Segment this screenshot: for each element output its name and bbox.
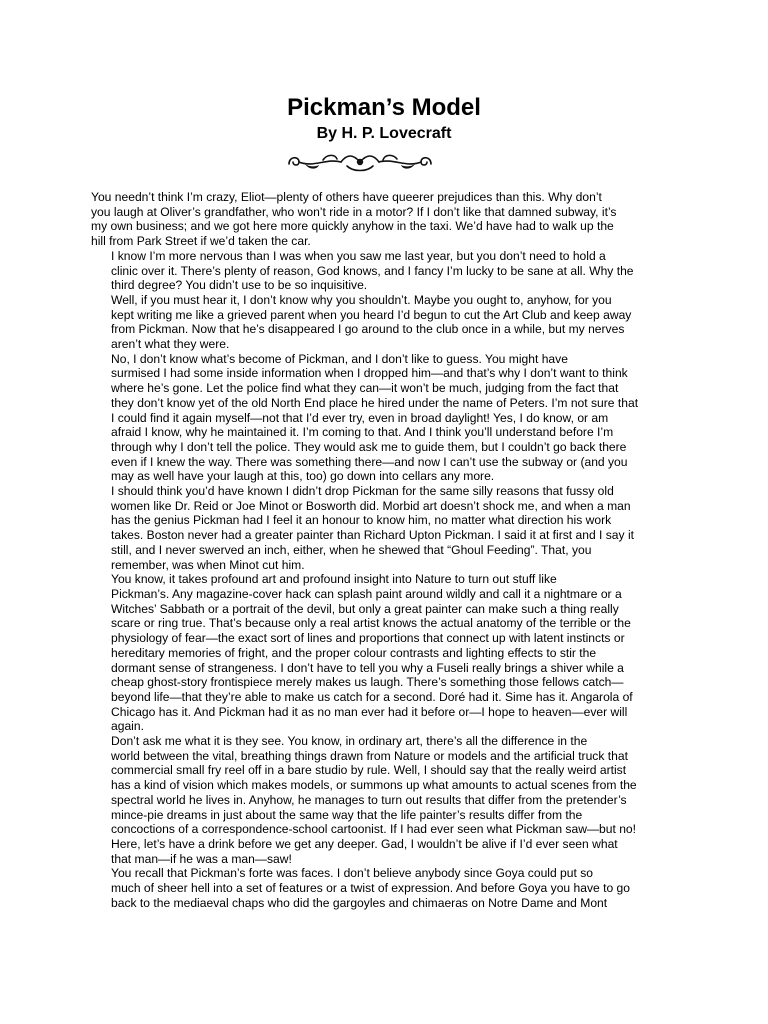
- text-line: mince-pie dreams in just about the same way that the life painter’s results differ from the: [111, 807, 583, 822]
- decorative-flourish-icon: [283, 150, 437, 174]
- text-line: physiology of fear—the exact sort of lines and proportions that connect up with latent instincts or: [111, 631, 625, 646]
- text-line: hereditary memories of fright, and the proper colour contrasts and lighting effects to stir the: [111, 645, 597, 660]
- text-line: Well, if you must hear it, I don’t know why you shouldn’t. Maybe you ought to, anyhow, for you: [111, 292, 612, 307]
- paragraph: [91, 293, 651, 352]
- paragraph: [91, 352, 651, 484]
- document-title: Pickman’s Model: [287, 94, 481, 121]
- text-line: concoctions of a correspondence-school cartoonist. If I had ever seen what Pickman saw—but no!: [111, 822, 637, 837]
- text-line: Pickman’s. Any magazine-cover hack can splash paint around wildly and call it a nightmare or a: [111, 586, 622, 601]
- text-line: I know I’m more nervous than I was when you saw me last year, but you don’t need to hold a: [111, 248, 606, 263]
- paragraph: [91, 734, 651, 866]
- paragraph: [91, 190, 651, 249]
- document-body: [91, 190, 651, 910]
- text-line: You recall that Pickman’s forte was faces. I don’t believe anybody since Goya could put so: [111, 866, 594, 881]
- text-line: No, I don’t know what’s become of Pickman, and I don’t like to guess. You might have: [111, 351, 568, 366]
- text-line: that man—if he was a man—saw!: [111, 851, 292, 866]
- text-line: beyond life—that they’re able to make us catch for a second. Doré had it. Sime has it. Angarola of: [111, 689, 633, 704]
- text-line: back to the mediaeval chaps who did the gargoyles and chimaeras on Notre Dame and Mont: [111, 895, 608, 910]
- author-byline: By H. P. Lovecraft: [316, 125, 452, 142]
- text-line: again.: [111, 719, 144, 734]
- text-line: still, and I never swerved an inch, either, when he shewed that “Ghoul Feeding”. That, you: [111, 542, 592, 557]
- text-line: Here, let’s have a drink before we get any deeper. Gad, I wouldn’t be alive if I’d ever seen what: [111, 836, 618, 851]
- text-line: from Pickman. Now that he’s disappeared I go around to the club once in a while, but my nerves: [111, 322, 625, 337]
- text-line: I should think you’d have known I didn’t drop Pickman for the same silly reasons that fussy old: [111, 484, 614, 499]
- text-line: my own business; and we got here more quickly anyhow in the taxi. We’d have had to walk up the: [91, 219, 614, 234]
- text-line: You know, it takes profound art and profound insight into Nature to turn out stuff like: [111, 572, 557, 587]
- text-line: surmised I had some inside information when I dropped him—and that’s why I don’t want to think: [111, 366, 628, 381]
- text-line: you laugh at Oliver’s grandfather, who won’t ride in a motor? If I don’t like that damned subway, it’s: [91, 204, 617, 219]
- text-line: they don’t know yet of the old North End place he hired under the name of Peters. I’m not sure that: [111, 395, 639, 410]
- text-line: spectral world he lives in. Anyhow, he manages to turn out results that differ from the pretender’s: [111, 792, 627, 807]
- text-line: even if I knew the way. There was something there—and now I can’t use the subway or (and you: [111, 454, 628, 469]
- text-line: takes. Boston never had a greater painter than Richard Upton Pickman. I said it at first and I say it: [111, 528, 634, 543]
- text-line: cheap ghost-story frontispiece merely makes us laugh. There’s something those fellows catch—: [111, 675, 624, 690]
- text-line: has a kind of vision which makes models, or summons up what amounts to actual scenes from the: [111, 778, 637, 793]
- text-line: through why I don’t tell the police. They would ask me to guide them, but I couldn’t go back there: [111, 439, 627, 454]
- text-line: kept writing me like a grieved parent when you heard I’d begun to cut the Art Club and keep away: [111, 307, 632, 322]
- text-line: much of sheer hell into a set of features or a twist of expression. And before Goya you have to go: [111, 881, 630, 896]
- text-line: commercial small fry reel off in a bare studio by rule. Well, I should say that the really weird artist: [111, 763, 627, 778]
- text-line: dormant sense of strangeness. I don’t have to tell you why a Fuseli really brings a shiver while a: [111, 660, 624, 675]
- text-line: afraid I know, why he maintained it. I’m coming to that. And I think you’ll understand before I’m: [111, 425, 614, 440]
- text-line: world between the vital, breathing things drawn from Nature or models and the artificial truck that: [111, 748, 628, 763]
- text-line: clinic over it. There’s plenty of reason, God knows, and I fancy I’m lucky to be sane at all. Why the: [111, 263, 634, 278]
- text-line: has the genius Pickman had I feel it an honour to know him, no matter what direction his work: [111, 513, 612, 528]
- text-line: Don’t ask me what it is they see. You know, in ordinary art, there’s all the difference in the: [111, 734, 588, 749]
- text-line: I could find it again myself—not that I’d ever try, even in broad daylight! Yes, I do know, or am: [111, 410, 609, 425]
- text-line: aren’t what they were.: [111, 337, 230, 352]
- text-line: You needn’t think I’m crazy, Eliot—plenty of others have queerer prejudices than this. Why don’t: [91, 190, 602, 204]
- text-line: scare or ring true. That’s because only a real artist knows the actual anatomy of the terrible or the: [111, 616, 631, 631]
- paragraph: [91, 572, 651, 734]
- text-line: Chicago has it. And Pickman had it as no man ever had it before or—I hope to heaven—ever will: [111, 704, 628, 719]
- paragraph: [91, 866, 651, 910]
- text-line: where he’s gone. Let the police find what they can—it won’t be much, judging from the fact that: [111, 381, 619, 396]
- text-line: hill from Park Street if we’d taken the car.: [91, 234, 311, 249]
- text-line: third degree? You didn’t use to be so inquisitive.: [111, 278, 368, 293]
- text-line: may as well have your laugh at this, too) go down into cellars any more.: [111, 469, 495, 484]
- text-line: Witches’ Sabbath or a portrait of the devil, but only a great painter can make such a thing really: [111, 601, 619, 616]
- text-line: women like Dr. Reid or Joe Minot or Bosworth did. Morbid art doesn’t shock me, and when a man: [111, 498, 631, 513]
- paragraph: [91, 484, 651, 572]
- paragraph: [91, 249, 651, 293]
- text-line: remember, was when Minot cut him.: [111, 557, 305, 572]
